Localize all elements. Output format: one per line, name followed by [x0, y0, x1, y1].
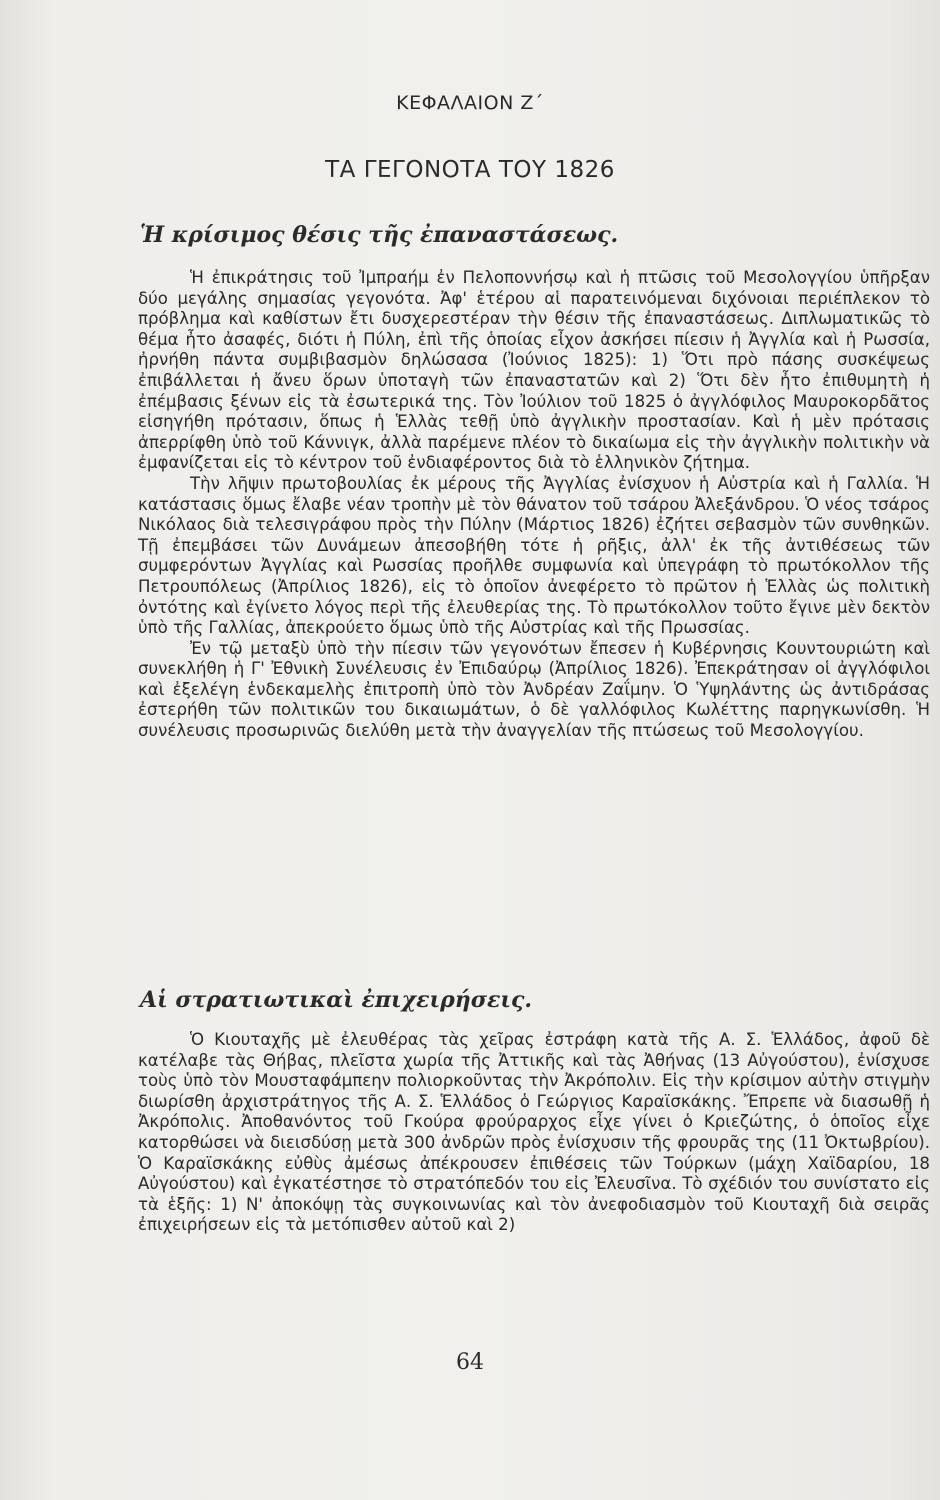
- paragraph: Ἡ ἐπικράτησις τοῦ Ἰμπραήμ ἐν Πελοποννήσῳ καὶ ἡ πτῶσις τοῦ Μεσολογγίου ὑπῆρξαν δύο μεγάλης σημασίας γεγονότα. Ἀφ' ἑτέρου αἱ παρατεινόμεναι διχόνοιαι περιέπλεκον τὸ πρόβλημα καὶ καθίστων ἔτι δυσχερεστέραν τὴν θέσιν τῆς ἐπαναστάσεως. Διπλωματικῶς τὸ θέμα ἦτο ἀσαφές, διότι ἡ Πύλη, ἐπὶ τῆς ὁποίας εἶχον ἀσκήσει πίεσιν ἡ Ἀγγλία καὶ ἡ Ρωσσία, ἠρνήθη πάντα συμβιβασμὸν δηλώσασα (Ἰούνιος 1825): 1) Ὅτι πρὸ πάσης συσκέψεως ἐπιβάλλεται ἡ ἄνευ ὅρων ὑποταγὴ τῶν ἐπαναστατῶν καὶ 2) Ὅτι δὲν ἦτο ἐπιθυμητὴ ἡ ἐπέμβασις ξένων εἰς τὰ ἐσωτερικά της. Τὸν Ἰούλιον τοῦ 1825 ὁ ἀγγλόφιλος Μαυροκορδᾶτος εἰσηγήθη πρότασιν, ὅπως ἡ Ἑλλὰς τεθῇ ὑπὸ ἀγγλικὴν προστασίαν. Καὶ ἡ μὲν πρότασις ἀπερρίφθη ὑπὸ τοῦ Κάννιγκ, ἀλλὰ παρέμενε πλέον τὸ δικαίωμα εἰς τὴν ἀγγλικὴν πολιτικὴν νὰ ἐμφανίζεται εἰς τὸ κέντρον τοῦ ἐνδιαφέροντος διὰ τὸ ἑλληνικὸν ζήτημα.: [138, 268, 930, 473]
- chapter-title: ΤΑ ΓΕΓΟΝΟΤΑ ΤΟΥ 1826: [325, 157, 615, 183]
- paragraph: Τὴν λῆψιν πρωτοβουλίας ἐκ μέρους τῆς Ἀγγλίας ἐνίσχυον ἡ Αὐστρία καὶ ἡ Γαλλία. Ἡ κατάστασις ὅμως ἔλαβε νέαν τροπὴν μὲ τὸν θάνατον τοῦ τσάρου Ἀλεξάνδρου. Ὁ νέος τσάρος Νικόλαος διὰ τελεσιγράφου πρὸς τὴν Πύλην (Μάρτιος 1826) ἐζήτει σεβασμὸν τῶν συνθηκῶν. Τῇ ἐπεμβάσει τῶν Δυνάμεων ἀπεσοβήθη τότε ἡ ρῆξις, ἀλλ' ἐκ τῆς ἀντιθέσεως τῶν συμφερόντων Ἀγγλίας καὶ Ρωσσίας προῆλθε συμφωνία καὶ ὑπεγράφη τὸ πρωτόκολλον τῆς Πετρουπόλεως (Ἀπρίλιος 1826), εἰς τὸ ὁποῖον ἀνεφέρετο τὸ πρῶτον ἡ Ἑλλὰς ὡς πολιτικὴ ὀντότης καὶ ἐγίνετο λόγος περὶ τῆς ἐλευθερίας της. Τὸ πρωτόκολλον τοῦτο ἔγινε μὲν δεκτὸν ὑπὸ τῆς Γαλλίας, ἀπεκρούετο ὅμως ὑπὸ τῆς Αὐστρίας καὶ τῆς Πρωσσίας.: [138, 473, 930, 638]
- section-body: [138, 268, 930, 742]
- chapter-label: ΚΕΦΑΛΑΙΟΝ Ζ΄: [396, 92, 544, 114]
- section-heading: Ἡ κρίσιμος θέσις τῆς ἐπαναστάσεως.: [140, 222, 619, 248]
- section-heading: Αἱ στρατιωτικαὶ ἐπιχειρήσεις.: [140, 987, 533, 1013]
- page-number: 64: [456, 1350, 484, 1375]
- section-body: [138, 1030, 930, 1236]
- paragraph: Ὁ Κιουταχῆς μὲ ἐλευθέρας τὰς χεῖρας ἐστράφη κατὰ τῆς Α. Σ. Ἑλλάδος, ἀφοῦ δὲ κατέλαβε τὰς Θήβας, πλεῖστα χωρία τῆς Ἀττικῆς καὶ τὰς Ἀθήνας (13 Αὐγούστου), ἐνίσχυσε τοὺς ὑπὸ τὸν Μουσταφάμπεην πολιορκοῦντας τὴν Ἀκρόπολιν. Εἰς τὴν κρίσιμον αὐτὴν στιγμὴν διωρίσθη ἀρχιστράτηγος τῆς Α. Σ. Ἑλλάδος ὁ Γεώργιος Καραϊσκάκης. Ἔπρεπε νὰ διασωθῇ ἡ Ἀκρόπολις. Ἀποθανόντος τοῦ Γκούρα φρούραρχος εἶχε γίνει ὁ Κριεζώτης, ὁ ὁποῖος εἶχε κατορθώσει νὰ διεισδύσῃ μετὰ 300 ἀνδρῶν πρὸς ἐνίσχυσιν τῆς φρουρᾶς της (11 Ὀκτωβρίου). Ὁ Καραϊσκάκης εὐθὺς ἀμέσως ἀπέκρουσεν ἐπιθέσεις τῶν Τούρκων (μάχη Χαϊδαρίου, 18 Αὐγούστου) καὶ ἐγκατέστησε τὸ στρατόπεδόν του εἰς Ἐλευσῖνα. Τὸ σχέδιόν του συνίστατο εἰς τὰ ἑξῆς: 1) Ν' ἀποκόψῃ τὰς συγκοινωνίας καὶ τὸν ἀνεφοδιασμὸν τοῦ Κιουταχῆ διὰ σειρᾶς ἐπιχειρήσεων εἰς τὰ μετόπισθεν αὐτοῦ καὶ 2): [138, 1030, 930, 1235]
- paragraph: Ἐν τῷ μεταξὺ ὑπὸ τὴν πίεσιν τῶν γεγονότων ἔπεσεν ἡ Κυβέρνησις Κουντουριώτη καὶ συνεκλήθη ἡ Γ' Ἐθνικὴ Συνέλευσις ἐν Ἐπιδαύρῳ (Ἀπρίλιος 1826). Ἐπεκράτησαν οἱ ἀγγλόφιλοι καὶ ἐξελέγη ἑνδεκαμελὴς ἐπιτροπὴ ὑπὸ τὸν Ἀνδρέαν Ζαΐμην. Ὁ Ὑψηλάντης ὡς ἀντιδράσας ἐστερήθη τῶν πολιτικῶν του δικαιωμάτων, ὁ δὲ γαλλόφιλος Κωλέττης παρηγκωνίσθη. Ἡ συνέλευσις προσωρινῶς διελύθη μετὰ τὴν ἀναγγελίαν τῆς πτώσεως τοῦ Μεσολογγίου.: [138, 638, 930, 741]
